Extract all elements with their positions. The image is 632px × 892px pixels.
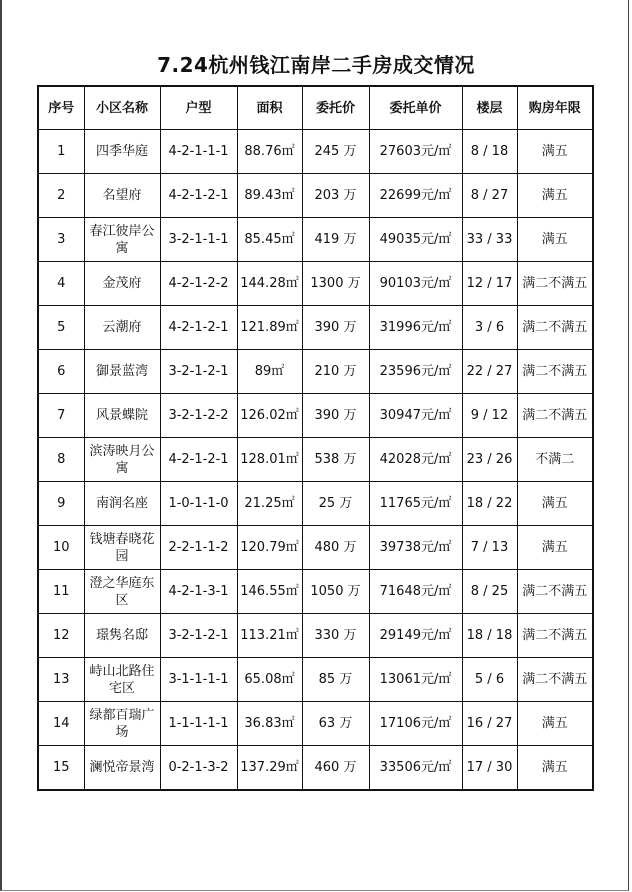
cell-price: 1050 万 xyxy=(302,570,369,614)
cell-area: 121.89㎡ xyxy=(237,306,302,350)
cell-layout: 0-2-1-3-2 xyxy=(160,746,237,791)
cell-price: 245 万 xyxy=(302,130,369,174)
cell-community: 四季华庭 xyxy=(84,130,160,174)
header-area: 面积 xyxy=(237,86,302,130)
cell-layout: 1-1-1-1-1 xyxy=(160,702,237,746)
cell-area: 113.21㎡ xyxy=(237,614,302,658)
cell-holding-years: 满二不满五 xyxy=(517,262,593,306)
cell-community: 钱塘春晓花园 xyxy=(84,526,160,570)
cell-floor: 8 / 27 xyxy=(462,174,517,218)
cell-holding-years: 满二不满五 xyxy=(517,570,593,614)
cell-floor: 33 / 33 xyxy=(462,218,517,262)
cell-layout: 4-2-1-2-1 xyxy=(160,438,237,482)
cell-layout: 3-2-1-2-2 xyxy=(160,394,237,438)
cell-unit-price: 90103元/㎡ xyxy=(369,262,462,306)
cell-floor: 22 / 27 xyxy=(462,350,517,394)
table-row xyxy=(38,526,593,570)
cell-community: 金茂府 xyxy=(84,262,160,306)
cell-index: 15 xyxy=(38,746,84,791)
cell-price: 63 万 xyxy=(302,702,369,746)
cell-price: 480 万 xyxy=(302,526,369,570)
table-header-row xyxy=(38,86,593,130)
header-layout: 户型 xyxy=(160,86,237,130)
header-holding-years: 购房年限 xyxy=(517,86,593,130)
cell-unit-price: 23596元/㎡ xyxy=(369,350,462,394)
table-row xyxy=(38,262,593,306)
cell-unit-price: 42028元/㎡ xyxy=(369,438,462,482)
cell-floor: 23 / 26 xyxy=(462,438,517,482)
cell-holding-years: 满五 xyxy=(517,130,593,174)
table-row xyxy=(38,570,593,614)
cell-holding-years: 满五 xyxy=(517,746,593,791)
cell-holding-years: 满二不满五 xyxy=(517,306,593,350)
table-row xyxy=(38,394,593,438)
cell-holding-years: 满五 xyxy=(517,702,593,746)
cell-community: 滨涛映月公寓 xyxy=(84,438,160,482)
cell-index: 11 xyxy=(38,570,84,614)
cell-price: 85 万 xyxy=(302,658,369,702)
cell-layout: 4-2-1-2-1 xyxy=(160,306,237,350)
cell-floor: 8 / 25 xyxy=(462,570,517,614)
cell-community: 云潮府 xyxy=(84,306,160,350)
table-row xyxy=(38,306,593,350)
cell-unit-price: 22699元/㎡ xyxy=(369,174,462,218)
cell-unit-price: 17106元/㎡ xyxy=(369,702,462,746)
cell-floor: 9 / 12 xyxy=(462,394,517,438)
cell-price: 210 万 xyxy=(302,350,369,394)
cell-index: 4 xyxy=(38,262,84,306)
cell-price: 25 万 xyxy=(302,482,369,526)
cell-index: 13 xyxy=(38,658,84,702)
cell-community: 澄之华庭东区 xyxy=(84,570,160,614)
header-price: 委托价 xyxy=(302,86,369,130)
cell-area: 144.28㎡ xyxy=(237,262,302,306)
table-row xyxy=(38,438,593,482)
cell-price: 390 万 xyxy=(302,394,369,438)
cell-area: 146.55㎡ xyxy=(237,570,302,614)
cell-layout: 4-2-1-2-2 xyxy=(160,262,237,306)
cell-floor: 16 / 27 xyxy=(462,702,517,746)
cell-unit-price: 11765元/㎡ xyxy=(369,482,462,526)
cell-holding-years: 满五 xyxy=(517,526,593,570)
cell-price: 1300 万 xyxy=(302,262,369,306)
cell-layout: 3-2-1-2-1 xyxy=(160,614,237,658)
cell-community: 澜悦帝景湾 xyxy=(84,746,160,791)
cell-index: 9 xyxy=(38,482,84,526)
cell-area: 85.45㎡ xyxy=(237,218,302,262)
cell-holding-years: 满五 xyxy=(517,174,593,218)
cell-floor: 12 / 17 xyxy=(462,262,517,306)
cell-index: 14 xyxy=(38,702,84,746)
cell-community: 春江彼岸公寓 xyxy=(84,218,160,262)
cell-floor: 7 / 13 xyxy=(462,526,517,570)
header-unit-price: 委托单价 xyxy=(369,86,462,130)
cell-holding-years: 满二不满五 xyxy=(517,350,593,394)
cell-area: 137.29㎡ xyxy=(237,746,302,791)
cell-floor: 18 / 18 xyxy=(462,614,517,658)
cell-community: 峙山北路住宅区 xyxy=(84,658,160,702)
table-row xyxy=(38,130,593,174)
cell-holding-years: 满五 xyxy=(517,218,593,262)
cell-area: 126.02㎡ xyxy=(237,394,302,438)
cell-layout: 4-2-1-3-1 xyxy=(160,570,237,614)
cell-community: 绿都百瑞广场 xyxy=(84,702,160,746)
cell-area: 128.01㎡ xyxy=(237,438,302,482)
cell-price: 203 万 xyxy=(302,174,369,218)
cell-index: 8 xyxy=(38,438,84,482)
table-row xyxy=(38,350,593,394)
cell-area: 21.25㎡ xyxy=(237,482,302,526)
cell-community: 名望府 xyxy=(84,174,160,218)
cell-layout: 3-1-1-1-1 xyxy=(160,658,237,702)
cell-layout: 4-2-1-1-1 xyxy=(160,130,237,174)
cell-layout: 3-2-1-1-1 xyxy=(160,218,237,262)
table-row xyxy=(38,174,593,218)
cell-unit-price: 49035元/㎡ xyxy=(369,218,462,262)
cell-floor: 5 / 6 xyxy=(462,658,517,702)
cell-area: 65.08㎡ xyxy=(237,658,302,702)
cell-unit-price: 39738元/㎡ xyxy=(369,526,462,570)
cell-index: 3 xyxy=(38,218,84,262)
cell-layout: 2-2-1-1-2 xyxy=(160,526,237,570)
cell-area: 36.83㎡ xyxy=(237,702,302,746)
cell-community: 御景蓝湾 xyxy=(84,350,160,394)
page-title: 7.24杭州钱江南岸二手房成交情况 xyxy=(157,53,475,77)
header-floor: 楼层 xyxy=(462,86,517,130)
table-row xyxy=(38,658,593,702)
table-row xyxy=(38,614,593,658)
cell-holding-years: 不满二 xyxy=(517,438,593,482)
cell-area: 89㎡ xyxy=(237,350,302,394)
cell-layout: 4-2-1-2-1 xyxy=(160,174,237,218)
cell-index: 2 xyxy=(38,174,84,218)
cell-index: 5 xyxy=(38,306,84,350)
cell-price: 330 万 xyxy=(302,614,369,658)
header-community: 小区名称 xyxy=(84,86,160,130)
cell-holding-years: 满五 xyxy=(517,482,593,526)
header-index: 序号 xyxy=(38,86,84,130)
cell-floor: 8 / 18 xyxy=(462,130,517,174)
cell-community: 南润名座 xyxy=(84,482,160,526)
cell-unit-price: 27603元/㎡ xyxy=(369,130,462,174)
table-row xyxy=(38,702,593,746)
cell-area: 89.43㎡ xyxy=(237,174,302,218)
cell-layout: 3-2-1-2-1 xyxy=(160,350,237,394)
table-row xyxy=(38,218,593,262)
cell-unit-price: 29149元/㎡ xyxy=(369,614,462,658)
cell-index: 1 xyxy=(38,130,84,174)
cell-unit-price: 31996元/㎡ xyxy=(369,306,462,350)
table-row xyxy=(38,482,593,526)
cell-index: 12 xyxy=(38,614,84,658)
cell-price: 538 万 xyxy=(302,438,369,482)
cell-index: 7 xyxy=(38,394,84,438)
cell-index: 10 xyxy=(38,526,84,570)
cell-community: 璟隽名邸 xyxy=(84,614,160,658)
cell-area: 120.79㎡ xyxy=(237,526,302,570)
cell-floor: 18 / 22 xyxy=(462,482,517,526)
cell-price: 419 万 xyxy=(302,218,369,262)
cell-floor: 3 / 6 xyxy=(462,306,517,350)
cell-holding-years: 满二不满五 xyxy=(517,394,593,438)
cell-index: 6 xyxy=(38,350,84,394)
cell-area: 88.76㎡ xyxy=(237,130,302,174)
cell-holding-years: 满二不满五 xyxy=(517,658,593,702)
cell-price: 390 万 xyxy=(302,306,369,350)
cell-unit-price: 30947元/㎡ xyxy=(369,394,462,438)
cell-unit-price: 13061元/㎡ xyxy=(369,658,462,702)
cell-community: 风景蝶院 xyxy=(84,394,160,438)
cell-floor: 17 / 30 xyxy=(462,746,517,791)
cell-unit-price: 33506元/㎡ xyxy=(369,746,462,791)
cell-holding-years: 满二不满五 xyxy=(517,614,593,658)
transactions-table xyxy=(37,85,594,791)
cell-price: 460 万 xyxy=(302,746,369,791)
cell-layout: 1-0-1-1-0 xyxy=(160,482,237,526)
cell-unit-price: 71648元/㎡ xyxy=(369,570,462,614)
table-row xyxy=(38,746,593,791)
